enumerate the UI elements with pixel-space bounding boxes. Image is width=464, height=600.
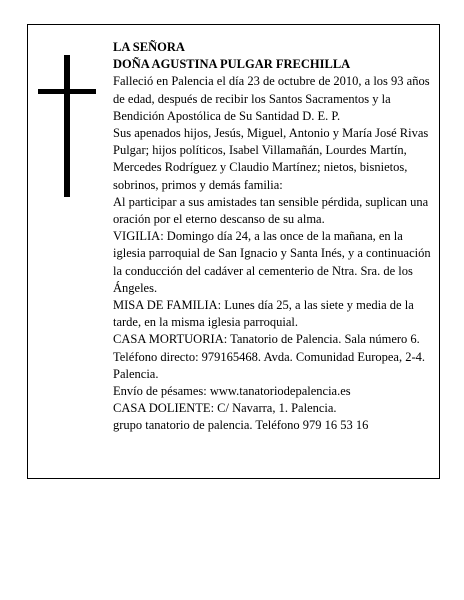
vigil-paragraph: VIGILIA: Domingo día 24, a las once de la mañana, en la iglesia parroquial de San Ignacio y Santa Inés, y a continuación la conducción del cadáver al cementerio de Ntra. Sra. de los Ángeles.	[113, 229, 431, 295]
family-paragraph: Sus apenados hijos, Jesús, Miguel, Antonio y María José Rivas Pulgar; hijos políticos, Isabel Villamañán, Lourdes Martín, Mercedes Rodríguez y Claudio Martínez; nietos, bisnietos, sobrinos, primos y demás familia:	[113, 126, 429, 192]
mortuary-paragraph: CASA MORTUORIA: Tanatorio de Palencia. Sala número 6. Teléfono directo: 979165468. Avda. Comunidad Europea, 2-4. Palencia.	[113, 332, 426, 381]
obituary-notice	[27, 24, 440, 479]
condolences-line: Envío de pésames: www.tanatoriodepalencia.es	[113, 384, 351, 399]
death-paragraph: Falleció en Palencia el día 23 de octubre de 2010, a los 93 años de edad, después de recibir los Santos Sacramentos y la Bendición Apostólica de Su Santidad D. E. P.	[113, 74, 430, 123]
notice-heading: LA SEÑORA	[113, 40, 185, 54]
footer-line: grupo tanatorio de palencia. Teléfono 979 16 53 16	[113, 418, 369, 433]
home-line: CASA DOLIENTE: C/ Navarra, 1. Palencia.	[113, 401, 337, 416]
cross-icon	[38, 55, 96, 197]
request-paragraph: Al participar a sus amistades tan sensible pérdida, suplican una oración por el eterno descanso de su alma.	[113, 194, 429, 227]
mass-paragraph: MISA DE FAMILIA: Lunes día 25, a las siete y media de la tarde, en la misma iglesia parroquial.	[113, 298, 414, 330]
obituary-text	[113, 39, 433, 435]
deceased-name: DOÑA AGUSTINA PULGAR FRECHILLA	[113, 57, 351, 72]
